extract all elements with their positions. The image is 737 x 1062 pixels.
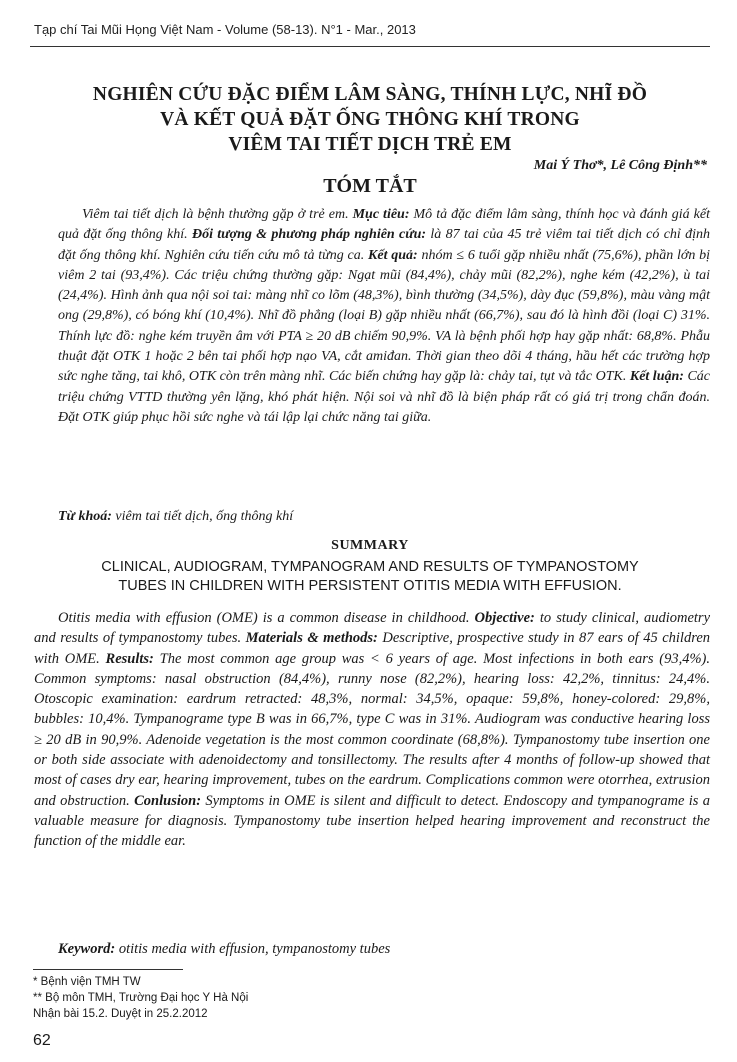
label-ket-luan: Kết luận: — [629, 369, 684, 385]
keywords-en — [58, 941, 390, 958]
abstract-en-conclusion: Symptoms in OME is silent and difficult to detect. Endoscopy and tympanograme is a valuable measure for diagnosis. Tympanostomy tube insertion helped hearing improvement and reconstruct the function of the middle ear. — [34, 792, 711, 850]
abstract-en-methods: Descriptive, prospective study in 87 ears of 45 children with OME. — [34, 630, 711, 667]
abstract-vi-results: nhóm ≤ 6 tuổi gặp nhiều nhất (75,6%), phần lớn bị viêm 2 tai (93,4%). Các triệu chứng thường gặp: Ngạt mũi (84,4%), chảy mũi (82,2%), nghe kém (42,2%), ù tai (24,4%). Hình ảnh qua nội soi tai: màng nhĩ co lõm (48,3%), bình thường (34,5%), dày đục (59,8%), màu vàng mật ong (29,8%), có bóng khí (10,4%). Nhĩ đồ phẳng (loại B) gặp nhiều nhất (66,7%), sau đó là hình đồi (loại C) 31%. Thính lực đồ: nghe kém truyền âm với PTA ≥ 20 dB chiếm 90,9%. VA là bệnh phối hợp hay gặp nhất: 68,8%. Phẫu thuật đặt OTK 1 hoặc 2 bên tai phối hợp nạo VA, cắt amiđan. Thời gian theo dõi 4 tháng, hầu hết các trường hợp sức nghe tăng, tai khô, OTK còn trên màng nhĩ. Các biến chứng hay gặp là: chảy tai, tụt và tắc OTK. — [58, 247, 711, 385]
label-muc-tieu: Mục tiêu: — [352, 207, 410, 222]
label-results: Results: — [105, 650, 154, 667]
title-line-2: VÀ KẾT QUẢ ĐẶT ỐNG THÔNG KHÍ TRONG — [160, 109, 580, 130]
keywords-vi — [58, 509, 293, 525]
abstract-heading-vi: TÓM TẮT — [323, 175, 417, 197]
abstract-en — [34, 608, 710, 852]
label-ket-qua: Kết quả: — [368, 247, 418, 263]
footnotes — [33, 974, 248, 1022]
abstract-en-objective: to study clinical, audiometry and results of tympanostomy tubes. — [34, 610, 711, 647]
label-doi-tuong: Đối tượng & phương pháp nghiên cứu: — [191, 227, 427, 243]
abstract-vi-conclusion: Các triệu chứng VTTD thường yên lặng, khó phát hiện. Nội soi và nhĩ đồ là biện pháp rất có giá trị trong chẩn đoán. Đặt OTK giúp phục hồi sức nghe và tái lập lại chức năng tai giữa. — [58, 369, 711, 425]
footnote-1: * Bệnh viện TMH TW — [33, 976, 141, 988]
label-methods: Materials & methods: — [245, 630, 378, 647]
footnote-rule — [33, 969, 183, 970]
page-number: 62 — [33, 1032, 51, 1049]
keywords-en-text: otitis media with effusion, tympanostomy tubes — [118, 941, 391, 957]
authors: Mai Ý Thơ*, Lê Công Định** — [533, 158, 707, 173]
english-title — [30, 558, 710, 596]
label-keyword: Keyword: — [58, 941, 116, 957]
english-title-line-2: TUBES IN CHILDREN WITH PERSISTENT OTITIS MEDIA WITH EFFUSION. — [118, 578, 622, 594]
abstract-vi-objective: Mô tả đặc điểm lâm sàng, thính học và đánh giá kết quả đặt ống thông khí. — [58, 207, 711, 243]
abstract-vi-methods: là 87 tai của 45 trẻ viêm tai tiết dịch có chỉ định đặt ống thông khí. Nghiên cứu tiến cứu mô tả từng ca. — [58, 227, 711, 263]
abstract-vi — [58, 205, 710, 428]
abstract-vi-intro: Viêm tai tiết dịch là bệnh thường gặp ở trẻ em. — [82, 207, 349, 222]
summary-heading: SUMMARY — [331, 538, 409, 553]
abstract-en-intro: Otitis media with effusion (OME) is a common disease in childhood. — [58, 610, 470, 626]
journal-header: Tạp chí Tai Mũi Họng Việt Nam - Volume (58-13). N°1 - Mar., 2013 — [34, 22, 416, 37]
footnote-2: ** Bộ môn TMH, Trường Đại học Y Hà Nội — [33, 992, 249, 1004]
label-tu-khoa: Từ khoá: — [58, 509, 112, 524]
title-line-1: NGHIÊN CỨU ĐẶC ĐIỂM LÂM SÀNG, THÍNH LỰC, NHĨ ĐỒ — [92, 84, 648, 105]
footnote-received: Nhận bài 15.2. Duyệt in 25.2.2012 — [33, 1008, 208, 1020]
article-title — [30, 82, 710, 157]
title-line-3: VIÊM TAI TIẾT DỊCH TRẺ EM — [228, 134, 512, 155]
label-conclusion: Conlusion: — [134, 792, 202, 809]
header-rule — [30, 46, 710, 47]
label-objective: Objective: — [474, 610, 535, 626]
keywords-vi-text: viêm tai tiết dịch, ống thông khí — [115, 509, 294, 524]
abstract-en-results: The most common age group was < 6 years of age. Most infections in both ears (93,4%). Common symptoms: nasal obstruction (84,4%), runny nose (82,2%), hearing loss: 42,2%, tinnitus: 24,4%. Otoscopic examination: eardrum retracted: 48,3%, normal: 34,5%, opaque: 59,8%, honey-colored: 29,8%, bubbles: 10,4%. Tympanograme type B was in 66,7%, type C was in 31%. Audiogram was conductive hearing loss ≥ 20 dB in 90,9%. Adenoide vegetation is the most common coordinate (68,8%). Tympanostomy tube insertion one or both side associate with adenoidectomy and tonsillectomy. The results after 4 months of follow-up showed that most of cases dry ear, hearing improvement, tubes on the eardrum. Complications common were otorrhea, extrusion and obstruction. — [34, 650, 711, 809]
english-title-line-1: CLINICAL, AUDIOGRAM, TYMPANOGRAM AND RESULTS OF TYMPANOSTOMY — [101, 559, 639, 575]
